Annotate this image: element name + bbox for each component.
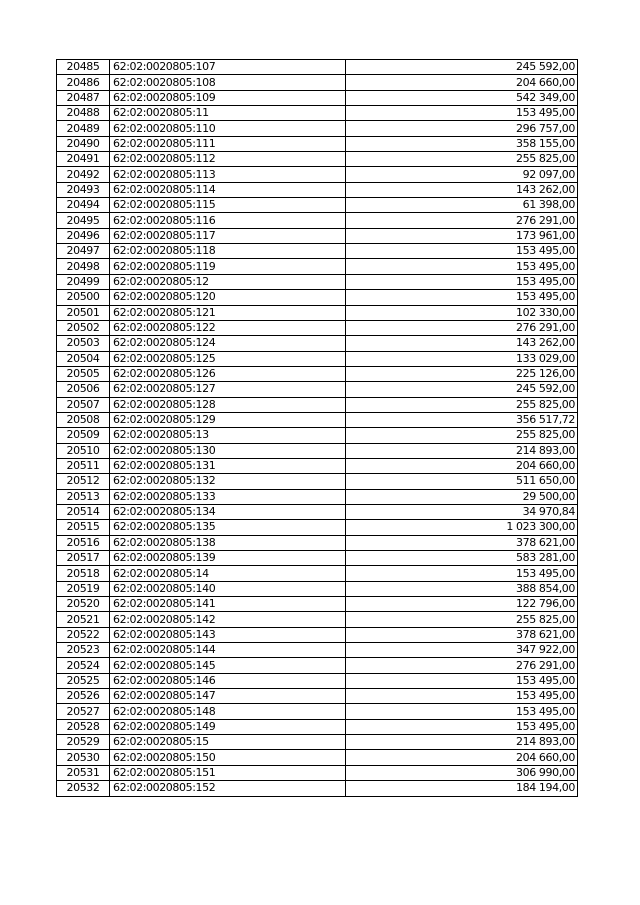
row-number-cell: 20489: [57, 121, 110, 136]
row-number-cell: 20485: [57, 60, 110, 75]
row-number-cell: 20512: [57, 474, 110, 489]
table-row: [57, 366, 578, 381]
row-number-cell: 20521: [57, 612, 110, 627]
table-row: [57, 351, 578, 366]
row-number-cell: 20490: [57, 136, 110, 151]
cadastral-value-cell: 92 097,00: [346, 167, 578, 182]
row-number-cell: 20506: [57, 382, 110, 397]
cadastral-number-cell: 62:02:0020805:142: [110, 612, 346, 627]
cadastral-value-cell: 204 660,00: [346, 750, 578, 765]
table-row: [57, 735, 578, 750]
cadastral-value-cell: 122 796,00: [346, 597, 578, 612]
row-number-cell: 20520: [57, 597, 110, 612]
table-row: [57, 551, 578, 566]
table-row: [57, 198, 578, 213]
cadastral-value-cell: 255 825,00: [346, 428, 578, 443]
cadastral-number-cell: 62:02:0020805:115: [110, 198, 346, 213]
cadastral-value-cell: 143 262,00: [346, 182, 578, 197]
cadastral-value-cell: 245 592,00: [346, 382, 578, 397]
cadastral-value-cell: 173 961,00: [346, 228, 578, 243]
cadastral-value-cell: 153 495,00: [346, 244, 578, 259]
row-number-cell: 20532: [57, 781, 110, 796]
table-row: [57, 535, 578, 550]
table-row: [57, 765, 578, 780]
row-number-cell: 20518: [57, 566, 110, 581]
cadastral-number-cell: 62:02:0020805:133: [110, 489, 346, 504]
row-number-cell: 20528: [57, 719, 110, 734]
table-row: [57, 443, 578, 458]
cadastral-value-cell: 29 500,00: [346, 489, 578, 504]
row-number-cell: 20529: [57, 735, 110, 750]
cadastral-number-cell: 62:02:0020805:109: [110, 90, 346, 105]
cadastral-value-cell: 1 023 300,00: [346, 520, 578, 535]
cadastral-number-cell: 62:02:0020805:151: [110, 765, 346, 780]
cadastral-value-cell: 153 495,00: [346, 274, 578, 289]
cadastral-number-cell: 62:02:0020805:141: [110, 597, 346, 612]
cadastral-value-cell: 276 291,00: [346, 320, 578, 335]
row-number-cell: 20510: [57, 443, 110, 458]
cadastral-value-cell: 245 592,00: [346, 60, 578, 75]
cadastral-number-cell: 62:02:0020805:126: [110, 366, 346, 381]
row-number-cell: 20522: [57, 627, 110, 642]
cadastral-number-cell: 62:02:0020805:125: [110, 351, 346, 366]
cadastral-value-cell: 378 621,00: [346, 627, 578, 642]
cadastral-number-cell: 62:02:0020805:128: [110, 397, 346, 412]
cadastral-number-cell: 62:02:0020805:13: [110, 428, 346, 443]
table-row: [57, 60, 578, 75]
cadastral-number-cell: 62:02:0020805:121: [110, 305, 346, 320]
row-number-cell: 20492: [57, 167, 110, 182]
cadastral-value-cell: 133 029,00: [346, 351, 578, 366]
cadastral-value-cell: 153 495,00: [346, 106, 578, 121]
table-body: [57, 60, 578, 797]
cadastral-value-cell: 153 495,00: [346, 719, 578, 734]
table-row: [57, 106, 578, 121]
row-number-cell: 20493: [57, 182, 110, 197]
cadastral-number-cell: 62:02:0020805:107: [110, 60, 346, 75]
row-number-cell: 20514: [57, 504, 110, 519]
row-number-cell: 20497: [57, 244, 110, 259]
table-row: [57, 458, 578, 473]
cadastral-value-cell: 511 650,00: [346, 474, 578, 489]
cadastral-value-cell: 255 825,00: [346, 152, 578, 167]
cadastral-number-cell: 62:02:0020805:111: [110, 136, 346, 151]
row-number-cell: 20496: [57, 228, 110, 243]
table-row: [57, 581, 578, 596]
table-row: [57, 136, 578, 151]
cadastral-number-cell: 62:02:0020805:118: [110, 244, 346, 259]
cadastral-value-cell: 153 495,00: [346, 566, 578, 581]
table-row: [57, 274, 578, 289]
row-number-cell: 20504: [57, 351, 110, 366]
table-row: [57, 781, 578, 796]
cadastral-value-cell: 153 495,00: [346, 689, 578, 704]
cadastral-value-cell: 378 621,00: [346, 535, 578, 550]
row-number-cell: 20487: [57, 90, 110, 105]
row-number-cell: 20486: [57, 75, 110, 90]
cadastral-value-cell: 296 757,00: [346, 121, 578, 136]
cadastral-value-cell: 276 291,00: [346, 658, 578, 673]
cadastral-number-cell: 62:02:0020805:134: [110, 504, 346, 519]
row-number-cell: 20494: [57, 198, 110, 213]
row-number-cell: 20525: [57, 673, 110, 688]
row-number-cell: 20495: [57, 213, 110, 228]
table-row: [57, 213, 578, 228]
cadastral-number-cell: 62:02:0020805:119: [110, 259, 346, 274]
row-number-cell: 20500: [57, 290, 110, 305]
table-row: [57, 750, 578, 765]
table-row: [57, 643, 578, 658]
table-row: [57, 704, 578, 719]
cadastral-number-cell: 62:02:0020805:139: [110, 551, 346, 566]
row-number-cell: 20501: [57, 305, 110, 320]
table-row: [57, 305, 578, 320]
cadastral-number-cell: 62:02:0020805:149: [110, 719, 346, 734]
table-row: [57, 489, 578, 504]
table-row: [57, 167, 578, 182]
cadastral-value-cell: 61 398,00: [346, 198, 578, 213]
cadastral-value-cell: 34 970,84: [346, 504, 578, 519]
table-row: [57, 520, 578, 535]
row-number-cell: 20517: [57, 551, 110, 566]
cadastral-value-cell: 143 262,00: [346, 336, 578, 351]
cadastral-number-cell: 62:02:0020805:120: [110, 290, 346, 305]
cadastral-value-cell: 153 495,00: [346, 290, 578, 305]
cadastral-value-cell: 255 825,00: [346, 612, 578, 627]
table-row: [57, 428, 578, 443]
table-row: [57, 228, 578, 243]
cadastral-number-cell: 62:02:0020805:127: [110, 382, 346, 397]
row-number-cell: 20526: [57, 689, 110, 704]
table-row: [57, 259, 578, 274]
cadastral-value-cell: 255 825,00: [346, 397, 578, 412]
row-number-cell: 20502: [57, 320, 110, 335]
cadastral-number-cell: 62:02:0020805:135: [110, 520, 346, 535]
table-row: [57, 719, 578, 734]
table-row: [57, 382, 578, 397]
table-row: [57, 566, 578, 581]
cadastral-number-cell: 62:02:0020805:143: [110, 627, 346, 642]
cadastral-value-cell: 583 281,00: [346, 551, 578, 566]
table-row: [57, 627, 578, 642]
cadastral-number-cell: 62:02:0020805:147: [110, 689, 346, 704]
cadastral-number-cell: 62:02:0020805:12: [110, 274, 346, 289]
table-row: [57, 244, 578, 259]
table-row: [57, 612, 578, 627]
cadastral-number-cell: 62:02:0020805:112: [110, 152, 346, 167]
cadastral-number-cell: 62:02:0020805:15: [110, 735, 346, 750]
table-row: [57, 658, 578, 673]
cadastral-number-cell: 62:02:0020805:150: [110, 750, 346, 765]
cadastral-number-cell: 62:02:0020805:113: [110, 167, 346, 182]
row-number-cell: 20503: [57, 336, 110, 351]
row-number-cell: 20530: [57, 750, 110, 765]
cadastral-value-cell: 356 517,72: [346, 412, 578, 427]
table-row: [57, 689, 578, 704]
cadastral-number-cell: 62:02:0020805:122: [110, 320, 346, 335]
row-number-cell: 20488: [57, 106, 110, 121]
cadastral-number-cell: 62:02:0020805:114: [110, 182, 346, 197]
row-number-cell: 20524: [57, 658, 110, 673]
cadastral-number-cell: 62:02:0020805:108: [110, 75, 346, 90]
cadastral-number-cell: 62:02:0020805:138: [110, 535, 346, 550]
row-number-cell: 20513: [57, 489, 110, 504]
table-row: [57, 673, 578, 688]
table-row: [57, 121, 578, 136]
cadastral-value-cell: 358 155,00: [346, 136, 578, 151]
cadastral-value-cell: 214 893,00: [346, 735, 578, 750]
row-number-cell: 20516: [57, 535, 110, 550]
table-row: [57, 474, 578, 489]
row-number-cell: 20519: [57, 581, 110, 596]
table-row: [57, 90, 578, 105]
cadastral-number-cell: 62:02:0020805:117: [110, 228, 346, 243]
row-number-cell: 20523: [57, 643, 110, 658]
table-row: [57, 397, 578, 412]
table-row: [57, 182, 578, 197]
cadastral-number-cell: 62:02:0020805:116: [110, 213, 346, 228]
table-row: [57, 75, 578, 90]
cadastral-value-table: [56, 59, 578, 797]
cadastral-value-cell: 347 922,00: [346, 643, 578, 658]
table-row: [57, 597, 578, 612]
row-number-cell: 20509: [57, 428, 110, 443]
cadastral-number-cell: 62:02:0020805:146: [110, 673, 346, 688]
cadastral-number-cell: 62:02:0020805:110: [110, 121, 346, 136]
row-number-cell: 20508: [57, 412, 110, 427]
cadastral-number-cell: 62:02:0020805:144: [110, 643, 346, 658]
table-row: [57, 336, 578, 351]
cadastral-value-cell: 214 893,00: [346, 443, 578, 458]
row-number-cell: 20531: [57, 765, 110, 780]
table-row: [57, 152, 578, 167]
cadastral-number-cell: 62:02:0020805:14: [110, 566, 346, 581]
row-number-cell: 20507: [57, 397, 110, 412]
cadastral-number-cell: 62:02:0020805:129: [110, 412, 346, 427]
cadastral-number-cell: 62:02:0020805:130: [110, 443, 346, 458]
cadastral-value-cell: 153 495,00: [346, 259, 578, 274]
cadastral-number-cell: 62:02:0020805:132: [110, 474, 346, 489]
row-number-cell: 20505: [57, 366, 110, 381]
cadastral-number-cell: 62:02:0020805:124: [110, 336, 346, 351]
cadastral-value-cell: 184 194,00: [346, 781, 578, 796]
table-row: [57, 412, 578, 427]
row-number-cell: 20515: [57, 520, 110, 535]
row-number-cell: 20498: [57, 259, 110, 274]
cadastral-value-cell: 276 291,00: [346, 213, 578, 228]
table-row: [57, 320, 578, 335]
table-row: [57, 290, 578, 305]
cadastral-number-cell: 62:02:0020805:152: [110, 781, 346, 796]
cadastral-number-cell: 62:02:0020805:140: [110, 581, 346, 596]
cadastral-value-cell: 102 330,00: [346, 305, 578, 320]
cadastral-value-cell: 204 660,00: [346, 458, 578, 473]
cadastral-value-cell: 204 660,00: [346, 75, 578, 90]
cadastral-number-cell: 62:02:0020805:131: [110, 458, 346, 473]
row-number-cell: 20511: [57, 458, 110, 473]
row-number-cell: 20527: [57, 704, 110, 719]
cadastral-value-cell: 388 854,00: [346, 581, 578, 596]
cadastral-number-cell: 62:02:0020805:148: [110, 704, 346, 719]
cadastral-number-cell: 62:02:0020805:11: [110, 106, 346, 121]
cadastral-value-cell: 153 495,00: [346, 673, 578, 688]
cadastral-value-cell: 542 349,00: [346, 90, 578, 105]
table-row: [57, 504, 578, 519]
cadastral-value-cell: 225 126,00: [346, 366, 578, 381]
cadastral-number-cell: 62:02:0020805:145: [110, 658, 346, 673]
cadastral-value-cell: 306 990,00: [346, 765, 578, 780]
row-number-cell: 20499: [57, 274, 110, 289]
row-number-cell: 20491: [57, 152, 110, 167]
cadastral-value-cell: 153 495,00: [346, 704, 578, 719]
